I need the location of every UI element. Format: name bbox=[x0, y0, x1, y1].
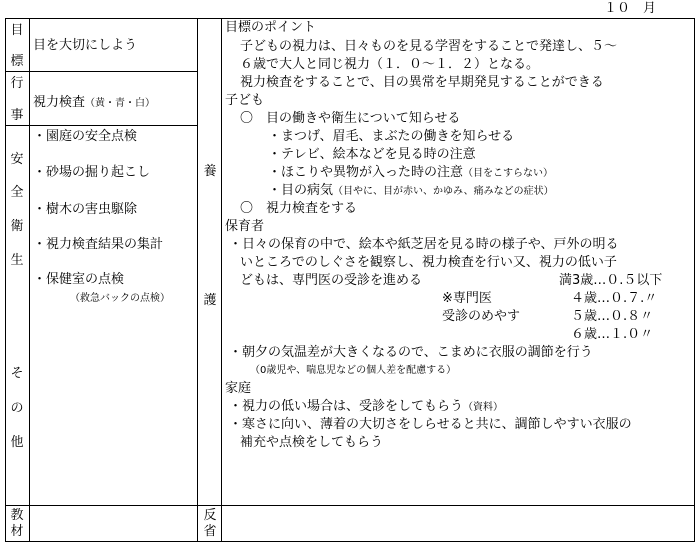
criteria-4: ６歳…１.０〃 bbox=[571, 327, 654, 342]
safety-label-3: 衛 bbox=[10, 219, 24, 234]
event-note: （黄・青・白） bbox=[85, 98, 156, 109]
point-line-2: ６歳で大人と同じ視力（１．０～１．２）となる。 bbox=[240, 57, 540, 72]
point-title: 目標のポイント bbox=[225, 20, 317, 35]
child-sub-2: ・テレビ、絵本などを見る時の注意 bbox=[268, 147, 476, 162]
criteria-1: 満3歳…０.５以下 bbox=[559, 273, 663, 288]
table-top-border bbox=[5, 18, 695, 19]
safety-label-4: 生 bbox=[10, 253, 24, 268]
child-sub-3-text: ・ほこりや異物が入った時の注意 bbox=[268, 165, 464, 180]
table-bottom-border bbox=[5, 541, 695, 542]
col-sep-middle bbox=[221, 18, 222, 542]
row-sep-event bbox=[5, 125, 198, 126]
child-sub-4-text: ・目の病気 bbox=[268, 183, 334, 198]
event-text bbox=[33, 96, 155, 109]
child-sub-3 bbox=[268, 166, 553, 179]
point-line-1: 子どもの視力は、日々ものを見る学習をすることで発達し、５～ bbox=[240, 39, 618, 54]
event-label-2: 事 bbox=[10, 108, 24, 123]
goal-text: 目を大切にしよう bbox=[33, 38, 138, 53]
safety-item-3: ・樹木の害虫駆除 bbox=[33, 202, 138, 217]
col-sep-left-content bbox=[197, 18, 198, 542]
staff-title: 保育者 bbox=[225, 219, 265, 234]
child-item-1: 〇 目の働きや衛生について知らせる bbox=[240, 111, 461, 126]
safety-label-2: 全 bbox=[10, 185, 24, 200]
child-title: 子ども bbox=[225, 93, 265, 108]
material-label-1: 教 bbox=[10, 508, 24, 523]
staff-line-1: ・日々の保育の中で、絵本や紙芝居を見る時の様子や、戸外の明る bbox=[229, 237, 619, 252]
care-label-1: 養 bbox=[203, 164, 217, 179]
safety-item-2: ・砂場の掘り起こし bbox=[33, 165, 151, 180]
home-line-1-note: （資料） bbox=[463, 402, 504, 413]
criteria-2: ４歳…０.７.〃 bbox=[571, 291, 658, 306]
child-sub-3-note: （目をこすらない） bbox=[463, 168, 554, 179]
mark-specialist: ※専門医 bbox=[442, 291, 492, 306]
mark-guide: 受診のめやす bbox=[442, 309, 521, 324]
child-item-2: 〇 視力検査をする bbox=[240, 201, 358, 216]
month-label: １０ 月 bbox=[604, 1, 657, 16]
material-label-2: 材 bbox=[10, 524, 24, 539]
table-right-border bbox=[694, 18, 695, 542]
safety-item-5: ・保健室の点検 bbox=[33, 272, 125, 287]
staff-line-4: ・朝夕の気温差が大きくなるので、こまめに衣服の調節を行う bbox=[229, 345, 593, 360]
safety-item-5-note: （救急バックの点検） bbox=[70, 293, 170, 304]
table-left-border bbox=[5, 18, 6, 542]
goal-label-1: 目 bbox=[10, 23, 24, 38]
point-line-3: 視力検査をすることで、目の異常を早期発見することができる bbox=[240, 75, 604, 90]
col-sep-left-label bbox=[29, 18, 30, 542]
row-sep-goal bbox=[5, 71, 198, 72]
staff-line-3: どもは、専門医の受診を進める bbox=[240, 273, 423, 288]
criteria-3: ５歳…０.８〃 bbox=[571, 309, 654, 324]
safety-item-1: ・園庭の安全点検 bbox=[33, 129, 138, 144]
child-sub-4 bbox=[268, 184, 554, 197]
home-line-3: 補充や点検をしてもらう bbox=[240, 435, 384, 450]
other-label-3: 他 bbox=[10, 435, 24, 450]
reflect-label-2: 省 bbox=[203, 524, 217, 539]
home-line-1-text: ・視力の低い場合は、受診をしてもらう bbox=[229, 399, 464, 414]
reflect-label-1: 反 bbox=[203, 508, 217, 523]
row-sep-bottom bbox=[5, 505, 695, 506]
goal-label-2: 標 bbox=[10, 54, 24, 69]
safety-item-4: ・視力検査結果の集計 bbox=[33, 237, 164, 252]
other-label-1: そ bbox=[10, 366, 24, 381]
event-name: 視力検査 bbox=[33, 95, 86, 110]
home-title: 家庭 bbox=[225, 381, 252, 396]
child-sub-4-note: （目やに、目が赤い、かゆみ、痛みなどの症状） bbox=[333, 186, 554, 197]
home-line-1 bbox=[229, 400, 503, 413]
home-line-2: ・寒さに向い、薄着の大切さをしらせると共に、調節しやすい衣服の bbox=[229, 417, 632, 432]
child-sub-1: ・まつげ、眉毛、まぶたの働きを知らせる bbox=[268, 129, 515, 144]
care-label-2: 護 bbox=[203, 293, 217, 308]
event-label-1: 行 bbox=[10, 76, 24, 91]
other-label-2: の bbox=[10, 401, 24, 416]
staff-line-2: いところでのしぐさを観察し、視力検査を行い又、視力の低い子 bbox=[240, 255, 617, 270]
staff-line-4-note: （0歳児や、喘息児などの個人差を配慮する） bbox=[250, 365, 457, 376]
safety-label-1: 安 bbox=[10, 152, 24, 167]
